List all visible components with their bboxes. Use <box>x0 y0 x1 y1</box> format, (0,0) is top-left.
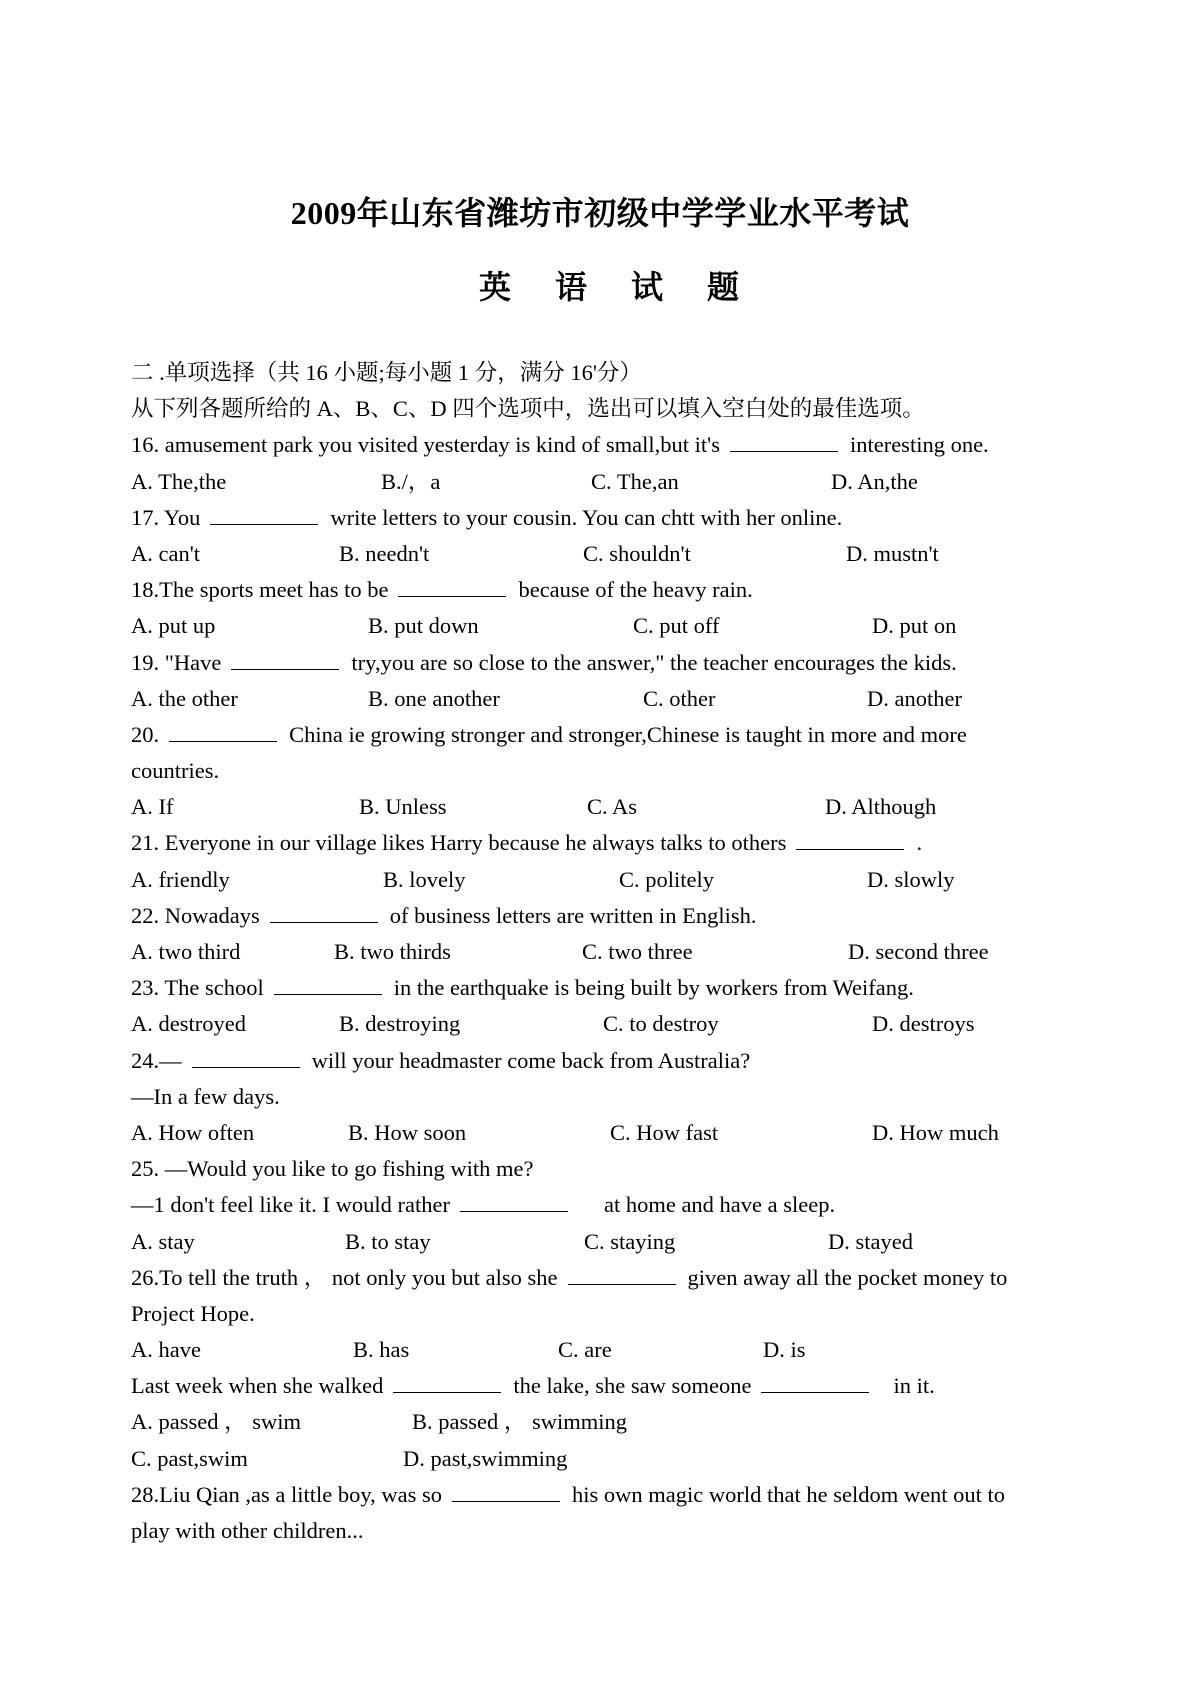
option-d: D. second three <box>848 939 989 964</box>
option-a: A. passed ， swim <box>131 1409 301 1435</box>
option-d: D. stayed <box>828 1228 913 1254</box>
question-stem: will your headmaster come back from Australia? <box>311 1047 751 1073</box>
options-25 <box>131 1224 1091 1260</box>
option-a: A. put up <box>131 613 216 639</box>
answer-blank <box>796 827 904 850</box>
option-b: B. to stay <box>345 1228 431 1254</box>
question-24 <box>131 1043 1091 1079</box>
option-c: C. to destroy <box>603 1011 719 1037</box>
question-stem: because of the heavy rain. <box>518 577 753 603</box>
question-stem: —1 don't feel like it. I would rather <box>131 1192 450 1218</box>
option-a: A. If <box>131 794 174 820</box>
question-continuation: play with other children... <box>131 1518 364 1543</box>
question-stem: 24.— <box>131 1047 182 1073</box>
question-16 <box>131 427 1091 463</box>
question-stem: try,you are so close to the answer," the teacher encourages the kids. <box>351 649 957 675</box>
answer-blank <box>568 1262 676 1285</box>
question-stem: in it. <box>893 1373 935 1399</box>
answer-blank <box>274 972 382 995</box>
option-d: D. put on <box>872 613 957 639</box>
question-19 <box>131 645 1091 681</box>
question-20 <box>131 717 1091 753</box>
question-stem: write letters to your cousin. You can chtt with her online. <box>330 504 843 530</box>
option-a: A. stay <box>131 1228 195 1254</box>
question-continuation <box>131 1187 1091 1223</box>
answer-blank <box>192 1045 300 1068</box>
option-d: D. destroys <box>872 1011 975 1037</box>
answer-blank <box>398 574 506 597</box>
option-c: C. staying <box>584 1228 676 1254</box>
options-17 <box>131 536 1091 572</box>
option-b: B. one another <box>368 685 500 711</box>
option-b: B. passed ， swimming <box>412 1409 628 1435</box>
option-a: A. destroyed <box>131 1011 246 1037</box>
question-stem: in the earthquake is being built by workers from Weifang. <box>393 975 914 1001</box>
option-c: C. politely <box>619 866 714 892</box>
option-d: D. slowly <box>867 866 955 892</box>
question-17 <box>131 500 1091 536</box>
option-b: B. put down <box>368 613 479 639</box>
options-21 <box>131 862 1091 898</box>
option-c: C. shouldn't <box>583 540 691 566</box>
question-continuation: countries. <box>131 758 220 784</box>
question-stem: China ie growing stronger and stronger,Chinese is taught in more and more <box>289 721 967 747</box>
question-21 <box>131 825 1091 861</box>
question-26 <box>131 1260 1091 1296</box>
exam-body <box>131 355 1091 1549</box>
question-23 <box>131 970 1091 1006</box>
option-d: D. mustn't <box>846 540 939 566</box>
options-27-row1 <box>131 1404 1091 1440</box>
option-d: D. is <box>763 1337 806 1363</box>
question-stem: his own magic world that he seldom went out to <box>572 1481 1006 1507</box>
options-16 <box>131 464 1091 500</box>
question-stem: interesting one. <box>849 432 989 458</box>
option-c: C. two three <box>582 939 693 964</box>
options-23 <box>131 1006 1091 1042</box>
option-d: D. past,swimming <box>403 1445 568 1471</box>
option-c: C. are <box>558 1337 612 1363</box>
options-22 <box>131 934 1091 970</box>
question-stem: at home and have a sleep. <box>603 1192 836 1218</box>
question-stem: 20. <box>131 721 160 747</box>
question-stem: 19. "Have <box>131 649 222 675</box>
option-c: C. The,an <box>591 468 679 494</box>
question-stem: Last week when she walked <box>131 1373 384 1399</box>
option-b: B. needn't <box>339 540 430 566</box>
option-a: A. the other <box>131 685 238 711</box>
options-27-row2 <box>131 1441 1091 1477</box>
question-22 <box>131 898 1091 934</box>
question-stem: . <box>916 830 923 856</box>
options-19 <box>131 681 1091 717</box>
option-b: B. two thirds <box>334 939 451 964</box>
option-d: D. How much <box>872 1119 999 1145</box>
option-c: C. other <box>643 685 716 711</box>
option-a: A. How often <box>131 1119 255 1145</box>
question-27 <box>131 1368 1091 1404</box>
section-instruction: 从下列各题所给的 A、B、C、D 四个选项中，选出可以填入空白处的最佳选项。 <box>131 396 925 422</box>
section-heading: 二 .单项选择（共 16 小题;每小题 1 分，满分 16'分） <box>131 360 642 385</box>
option-b: B. destroying <box>339 1011 461 1037</box>
question-stem: 18.The sports meet has to be <box>131 577 389 603</box>
option-a: A. have <box>131 1337 201 1363</box>
option-a: A. can't <box>131 540 201 566</box>
answer-blank <box>452 1479 560 1502</box>
question-stem: the lake, she saw someone <box>513 1373 752 1399</box>
question-continuation: —In a few days. <box>131 1083 280 1109</box>
answer-blank <box>761 1370 869 1393</box>
options-20 <box>131 789 1091 825</box>
option-b: B. How soon <box>348 1119 467 1145</box>
option-c: C. As <box>587 794 638 820</box>
option-b: B. Unless <box>359 794 447 820</box>
option-c: C. How fast <box>610 1119 719 1145</box>
answer-blank <box>231 647 339 670</box>
option-d: D. another <box>867 685 962 711</box>
options-18 <box>131 608 1091 644</box>
answer-blank <box>210 502 318 525</box>
question-28 <box>131 1477 1091 1513</box>
answer-blank <box>169 719 277 742</box>
option-c: C. put off <box>633 613 720 639</box>
option-d: D. Although <box>825 794 937 820</box>
option-b: B. lovely <box>383 866 466 892</box>
answer-blank <box>730 429 838 452</box>
option-c: C. past,swim <box>131 1445 248 1471</box>
question-stem: 21. Everyone in our village likes Harry because he always talks to others <box>131 830 787 856</box>
answer-blank <box>393 1370 501 1393</box>
question-continuation: Project Hope. <box>131 1300 255 1326</box>
question-stem: 22. Nowadays <box>131 902 260 928</box>
question-stem: 16. amusement park you visited yesterday is kind of small,but it's <box>131 432 720 458</box>
exam-subtitle: 英 语 试 题 <box>478 269 757 305</box>
question-25: 25. —Would you like to go fishing with me? <box>131 1156 534 1182</box>
option-b: B./，a <box>381 468 441 494</box>
question-stem: 28.Liu Qian ,as a little boy, was so <box>131 1481 442 1507</box>
option-b: B. has <box>353 1337 410 1363</box>
question-stem: 23. The school <box>131 975 264 1001</box>
option-a: A. friendly <box>131 866 230 892</box>
option-a: A. The,the <box>131 468 227 494</box>
option-d: D. An,the <box>831 468 918 494</box>
question-stem: of business letters are written in English. <box>389 902 757 928</box>
exam-title: 2009年山东省潍坊市初级中学学业水平考试 <box>290 195 910 231</box>
question-stem: given away all the pocket money to <box>687 1264 1008 1290</box>
question-stem: 26.To tell the truth ， not only you but also she <box>131 1264 558 1290</box>
answer-blank <box>270 900 378 923</box>
option-a: A. two third <box>131 939 241 964</box>
answer-blank <box>460 1189 568 1212</box>
options-26 <box>131 1332 1091 1368</box>
question-18 <box>131 572 1091 608</box>
options-24 <box>131 1115 1091 1151</box>
question-stem: 17. You <box>131 504 201 530</box>
